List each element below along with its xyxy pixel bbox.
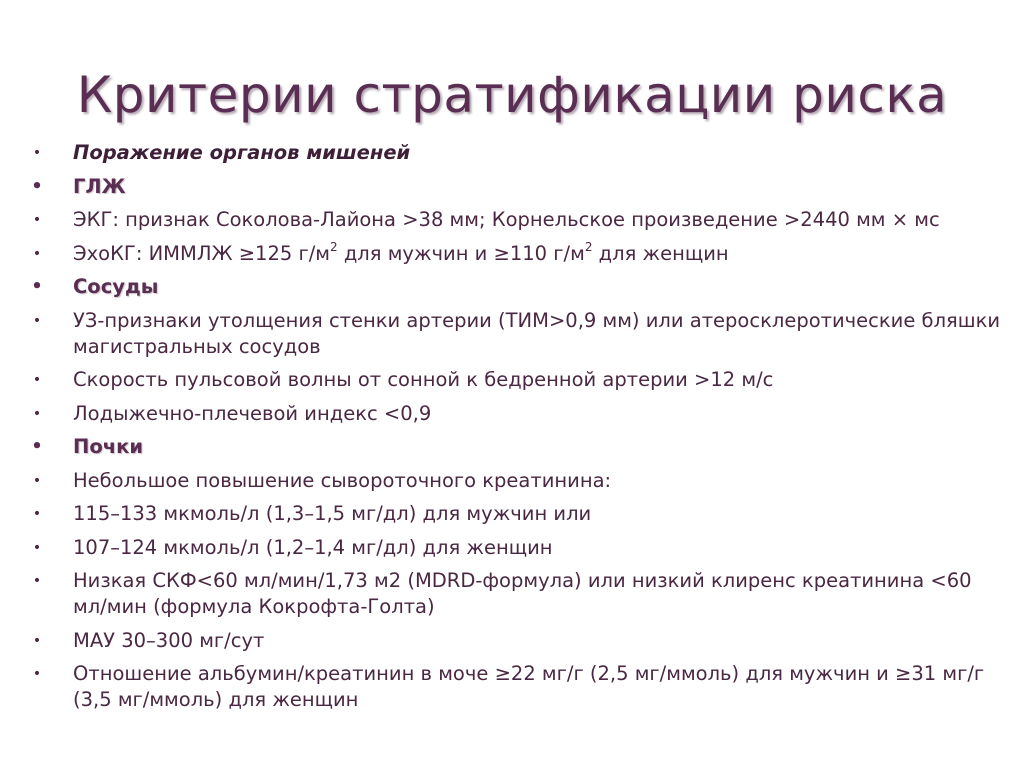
list-item-ankle-brachial bbox=[30, 401, 1010, 427]
bullet-icon: • bbox=[32, 539, 42, 556]
list-item-lvh-heading bbox=[30, 174, 1010, 200]
list-item-pulse-wave bbox=[30, 367, 1010, 393]
echo-sup-a: 2 bbox=[329, 240, 338, 254]
list-item-label bbox=[73, 242, 729, 265]
echo-text-c: для женщин bbox=[592, 241, 729, 265]
bullet-icon: • bbox=[32, 245, 42, 262]
bullet-icon: • bbox=[32, 573, 42, 589]
echo-sup-b: 2 bbox=[584, 240, 593, 254]
list-item-label: Почки bbox=[73, 435, 144, 458]
list-item-creatinine-men bbox=[30, 501, 1010, 527]
bullet-icon: • bbox=[31, 175, 43, 197]
list-item-label: МАУ 30–300 мг/сут bbox=[73, 628, 265, 652]
bullet-icon: • bbox=[32, 312, 42, 329]
list-item-vessels-heading bbox=[30, 274, 1010, 300]
list-item-microalbuminuria bbox=[30, 628, 1010, 654]
slide-title: Критерии стратификации риска bbox=[76, 66, 948, 124]
list-item-ecg bbox=[30, 207, 1010, 233]
list-item-label: 107–124 мкмоль/л (1,2–1,4 мг/дл) для женщин bbox=[73, 535, 553, 559]
list-item-label: Небольшое повышение сывороточного креатинина: bbox=[73, 468, 612, 492]
list-item-label: Лодыжечно-плечевой индекс <0,9 bbox=[73, 401, 432, 425]
bullet-icon: • bbox=[32, 632, 42, 649]
bullet-icon: • bbox=[32, 372, 42, 388]
list-item-creatinine bbox=[30, 468, 1010, 494]
list-item-label: УЗ-признаки утолщения стенки артерии (ТИМ>0,9 мм) или атеросклеротические бляшки магистральных сосудов bbox=[73, 308, 1001, 358]
bullet-icon: • bbox=[31, 436, 43, 457]
bullet-icon: • bbox=[32, 472, 42, 489]
bullet-icon: • bbox=[32, 506, 42, 522]
criteria-list bbox=[30, 140, 1010, 721]
list-item-target-organs bbox=[30, 140, 1010, 166]
bullet-icon: • bbox=[32, 405, 42, 422]
bullet-icon: • bbox=[32, 212, 42, 228]
echo-text-a: ЭхоКГ: ИММЛЖ ≥125 г/м bbox=[73, 241, 330, 265]
list-item-label: Низкая СКФ<60 мл/мин/1,73 м2 (MDRD-формула) или низкий клиренс креатинина <60 мл/мин (формула Кокрофта-Голта) bbox=[73, 569, 972, 618]
list-item-creatinine-women bbox=[30, 535, 1010, 561]
list-item-albumin-ratio bbox=[30, 661, 1010, 713]
list-item-label: 115–133 мкмоль/л (1,3–1,5 мг/дл) для мужчин или bbox=[73, 502, 592, 525]
list-item-gfr bbox=[30, 568, 1010, 620]
list-item-label: Поражение органов мишеней bbox=[73, 141, 411, 164]
list-item-label: Скорость пульсовой волны от сонной к бедренной артерии >12 м/с bbox=[73, 368, 774, 391]
list-item-label: ЭКГ: признак Соколова-Лайона >38 мм; Корнельское произведение >2440 мм × мс bbox=[73, 208, 940, 231]
echo-text-b: для мужчин и ≥110 г/м bbox=[337, 241, 585, 265]
bullet-icon: • bbox=[32, 145, 42, 161]
bullet-icon: • bbox=[32, 666, 42, 682]
bullet-icon: • bbox=[31, 276, 43, 297]
list-item-kidneys-heading bbox=[30, 434, 1010, 460]
list-item-label: Отношение альбумин/креатинин в моче ≥22 мг/г (2,5 мг/ммоль) для мужчин и ≥31 мг/г (3,5 мг/ммоль) для женщин bbox=[73, 662, 985, 711]
list-item-label: Сосуды bbox=[73, 275, 159, 298]
list-item-ultrasound bbox=[30, 308, 1010, 360]
list-item-echo bbox=[30, 241, 1010, 267]
list-item-label: ГЛЖ bbox=[73, 174, 126, 198]
